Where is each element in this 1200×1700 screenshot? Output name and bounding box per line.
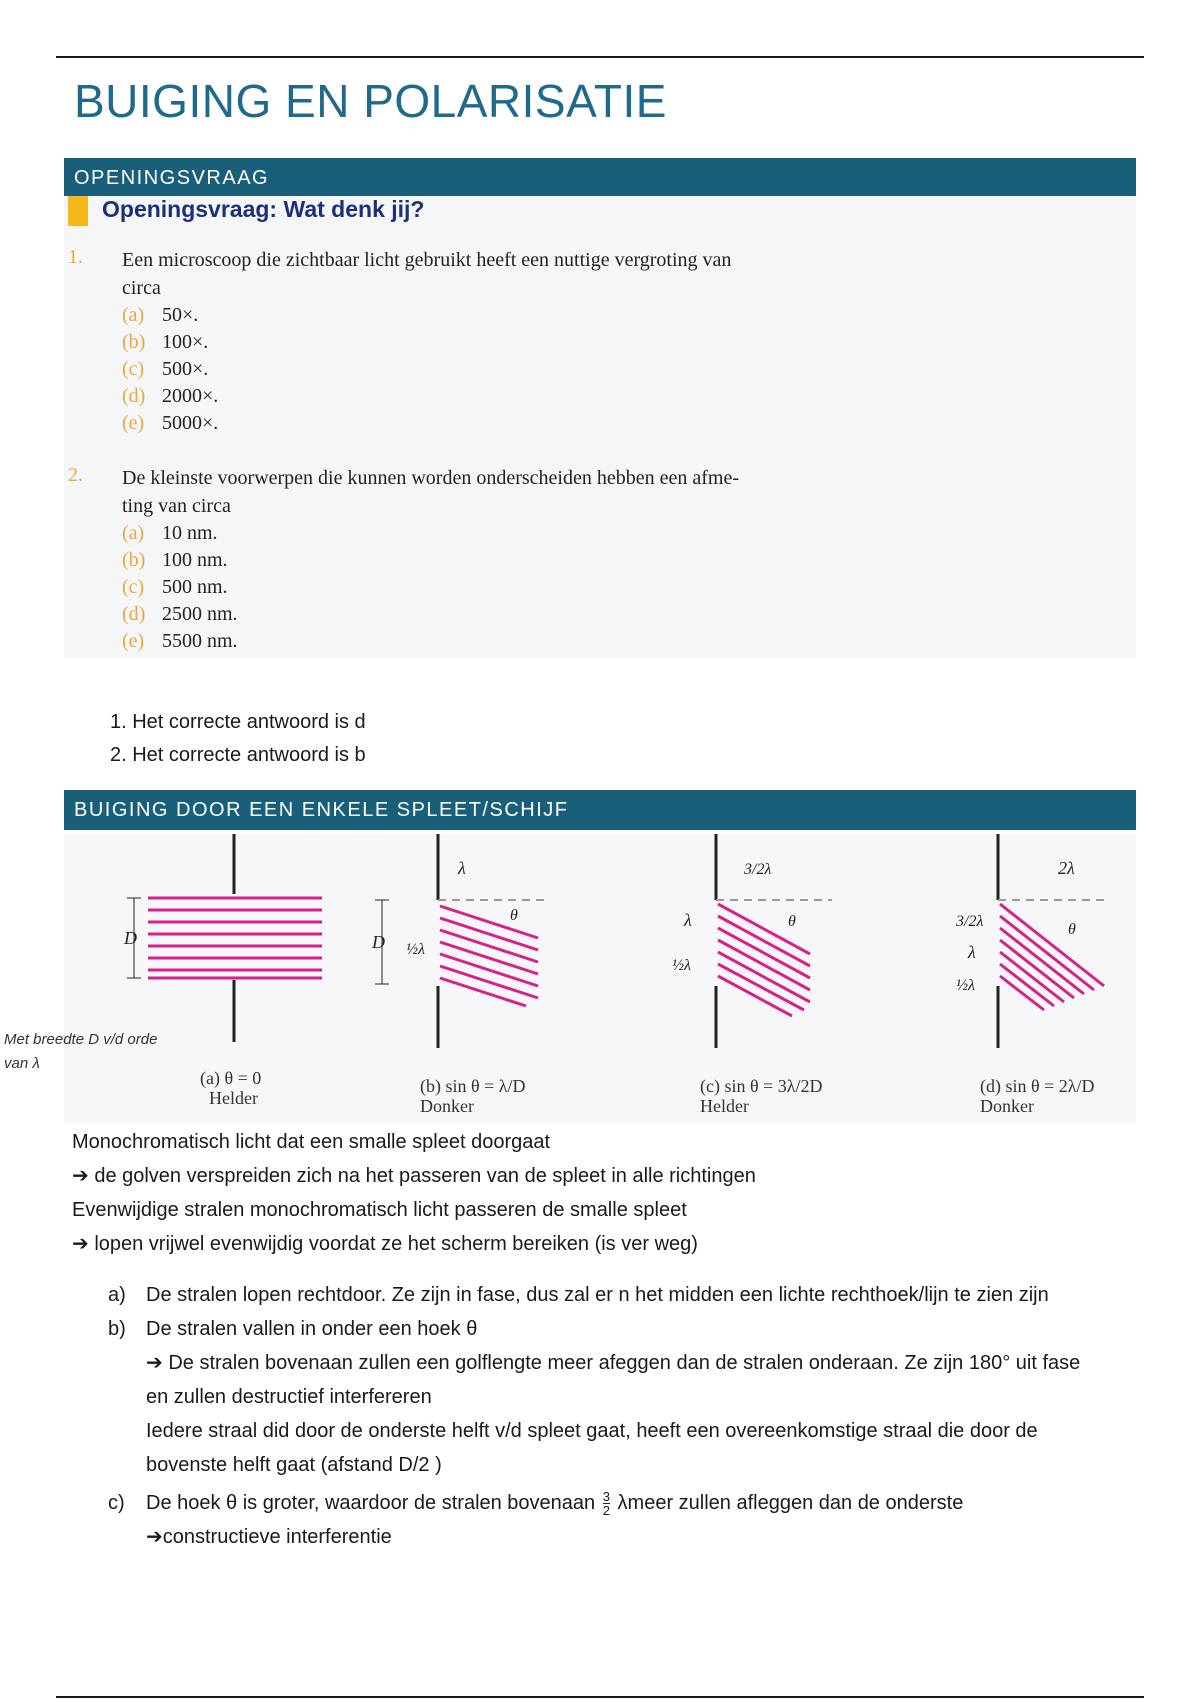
label-half-lambda: ½λ: [956, 977, 975, 994]
answer-item: 2. Het correcte antwoord is b: [110, 744, 366, 766]
option-text: 50×.: [162, 304, 199, 326]
panel-result: Donker: [420, 1096, 474, 1116]
option-label: (a): [122, 522, 145, 544]
list-text: De hoek θ is groter, waardoor de stralen bovenaan: [146, 1492, 596, 1514]
question-line: De kleinste voorwerpen die kunnen worden onderscheiden hebben een afme-: [122, 467, 739, 489]
list-marker: c): [108, 1492, 125, 1514]
option: [122, 574, 228, 601]
panel-result: Donker: [980, 1096, 1034, 1116]
option-label: (d): [122, 385, 146, 407]
fraction: [603, 1490, 610, 1517]
option: [122, 302, 198, 329]
option-label: (c): [122, 576, 145, 598]
option-label: (b): [122, 331, 146, 353]
side-note-line: van λ: [4, 1055, 40, 1072]
question-line: circa: [122, 277, 161, 299]
option-text: 10 nm.: [162, 522, 218, 544]
quiz-title: Openingsvraag: Wat denk jij?: [102, 196, 425, 222]
list-subtext: Iedere straal did door de onderste helft v/d spleet gaat, heeft een overeenkomstige straal die door de bovenste helft gaat (afstand D/2 ): [146, 1420, 1038, 1476]
option: [122, 356, 208, 383]
label-lambda: λ: [684, 910, 692, 930]
question-line: Een microscoop die zichtbaar licht gebruikt heeft een nuttige vergroting van: [122, 249, 732, 271]
panel-result: Helder: [209, 1088, 258, 1108]
option: [122, 383, 218, 410]
list-marker: b): [108, 1318, 126, 1340]
top-rule: [56, 56, 1144, 58]
option: [122, 628, 238, 655]
label-two-lambda: 2λ: [1058, 858, 1075, 878]
label-theta: θ: [1068, 921, 1076, 938]
option-label: (d): [122, 603, 146, 625]
option-text: 5500 nm.: [162, 630, 238, 652]
option: [122, 601, 238, 628]
question-line: ting van circa: [122, 495, 231, 517]
bottom-rule: [56, 1696, 1144, 1698]
question-number: 1.: [68, 246, 83, 268]
question-number: 2.: [68, 464, 83, 486]
section-header-openingsvraag: OPENINGSVRAAG: [64, 158, 1136, 198]
option-text: 2000×.: [162, 385, 219, 407]
body-line: Monochromatisch licht dat een smalle spleet doorgaat: [72, 1131, 551, 1153]
panel-caption: (c) sin θ = 3λ/2D: [700, 1076, 823, 1096]
side-note: [4, 1028, 157, 1076]
list-text: λmeer zullen afleggen dan de onderste: [617, 1492, 964, 1514]
question-text: [122, 246, 852, 302]
option: [122, 329, 208, 356]
body-line: ➔ de golven verspreiden zich na het passeren van de spleet in alle richtingen: [72, 1165, 756, 1187]
label-d: D: [124, 928, 137, 948]
option-label: (e): [122, 630, 145, 652]
body-paragraph: [72, 1125, 756, 1261]
section-header-buiging: BUIGING DOOR EEN ENKELE SPLEET/SCHIJF: [64, 790, 1136, 830]
page-title: BUIGING EN POLARISATIE: [74, 75, 667, 127]
body-line: ➔ lopen vrijwel evenwijdig voordat ze het scherm bereiken (is ver weg): [72, 1233, 698, 1255]
panel-caption: (a) θ = 0: [200, 1068, 262, 1088]
option-label: (a): [122, 304, 145, 326]
option-label: (b): [122, 549, 146, 571]
option-label: (e): [122, 412, 145, 434]
list-text: De stralen vallen in onder een hoek θ: [146, 1318, 478, 1340]
option: [122, 547, 228, 574]
list-text: De stralen lopen rechtdoor. Ze zijn in fase, dus zal er n het midden een lichte rechthoek/lijn te zien zijn: [146, 1284, 1049, 1306]
label-half-lambda: ½λ: [672, 957, 691, 974]
answer-list: [110, 706, 366, 772]
option-text: 5000×.: [162, 412, 219, 434]
option-text: 2500 nm.: [162, 603, 238, 625]
label-half-lambda: ½λ: [406, 941, 425, 958]
side-note-line: Met breedte D v/d orde: [4, 1031, 158, 1048]
option: [122, 520, 218, 547]
label-three-half-lambda: 3/2λ: [956, 913, 984, 930]
list-item: [108, 1486, 1108, 1554]
panel-caption: (b) sin θ = λ/D: [420, 1076, 526, 1096]
opening-question-box: [64, 196, 1136, 658]
label-theta: θ: [510, 907, 518, 924]
label-three-half-lambda: 3/2λ: [744, 861, 772, 878]
label-theta: θ: [788, 913, 796, 930]
label-lambda: λ: [968, 942, 976, 962]
option-text: 500 nm.: [162, 576, 228, 598]
label-lambda: λ: [458, 858, 466, 878]
fraction-numerator: 3: [602, 1489, 610, 1505]
label-d: D: [372, 932, 385, 952]
option-label: (c): [122, 358, 145, 380]
fraction-denominator: 2: [602, 1503, 610, 1519]
option: [122, 410, 218, 437]
list-subtext: ➔ De stralen bovenaan zullen een golflengte meer afeggen dan de stralen onderaan. Ze zijn 180° uit fase en zullen destructief interfereren: [146, 1352, 1081, 1408]
option-text: 100×.: [162, 331, 209, 353]
option-text: 100 nm.: [162, 549, 228, 571]
body-line: Evenwijdige stralen monochromatisch licht passeren de smalle spleet: [72, 1199, 687, 1221]
explanation-list: [108, 1278, 1108, 1554]
list-subtext: ➔constructieve interferentie: [146, 1526, 392, 1548]
list-item: [108, 1278, 1108, 1312]
single-slit-diagram: [64, 834, 1136, 1124]
option-text: 500×.: [162, 358, 209, 380]
answer-item: 1. Het correcte antwoord is d: [110, 711, 366, 733]
question-text: [122, 464, 852, 520]
accent-bar: [68, 196, 88, 226]
panel-caption: (d) sin θ = 2λ/D: [980, 1076, 1095, 1096]
panel-result: Helder: [700, 1096, 749, 1116]
list-marker: a): [108, 1284, 126, 1306]
list-item: [108, 1312, 1108, 1482]
